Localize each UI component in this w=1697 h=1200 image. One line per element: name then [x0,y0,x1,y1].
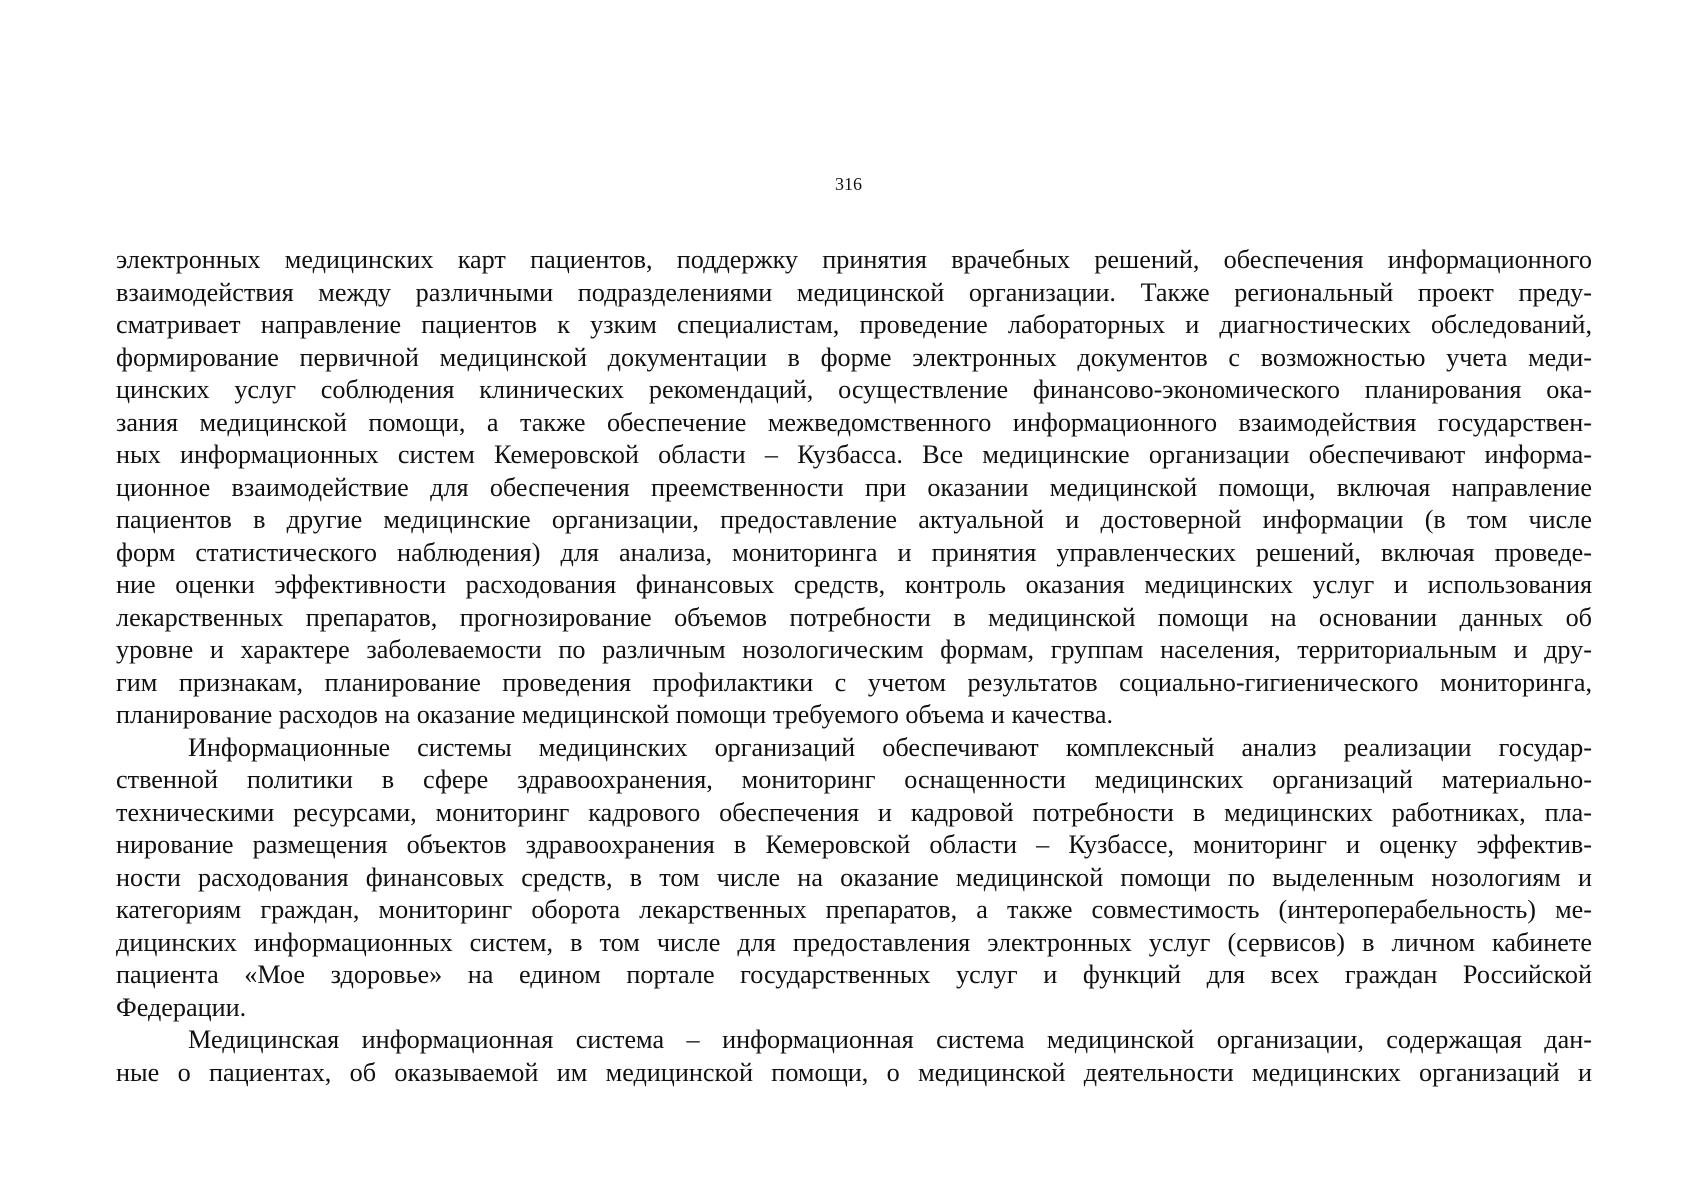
text-line: дицинских информационных систем, в том числе для предоставления электронных услуг (сервисов) в личном кабинете [116,927,1592,957]
document-body [116,244,1592,1089]
text-line: Федерации. [116,992,247,1022]
text-line: формирование первичной медицинской документации в форме электронных документов с возможностью учета меди- [116,342,1592,372]
text-line: ности расходования финансовых средств, в том числе на оказание медицинской помощи по выделенным нозологиям и [116,862,1592,892]
page-number: 316 [835,174,862,194]
text-line: ционное взаимодействие для обеспечения преемственности при оказании медицинской помощи, включая направление [116,472,1592,502]
text-line: Информационные системы медицинских организаций обеспечивают комплексный анализ реализации государ- [188,732,1592,762]
text-line: электронных медицинских карт пациентов, поддержку принятия врачебных решений, обеспечения информационного [116,245,1592,274]
paragraph [116,732,1592,1025]
text-line: пациентов в другие медицинские организации, предоставление актуальной и достоверной информации (в том числе [116,505,1592,534]
text-line: ные о пациентах, об оказываемой им медицинской помощи, о медицинской деятельности медицинских организаций и [116,1057,1592,1087]
text-line: категориям граждан, мониторинг оборота лекарственных препаратов, а также совместимость (интероперабельность) ме- [116,895,1592,924]
text-line: цинских услуг соблюдения клинических рекомендаций, осуществление финансово-экономического планирования ока- [116,375,1592,404]
text-line: зания медицинской помощи, а также обеспечение межведомственного информационного взаимодействия государствен- [116,407,1592,437]
text-line: нирование размещения объектов здравоохранения в Кемеровской области – Кузбассе, мониторинг и оценку эффектив- [116,830,1592,859]
text-line: техническими ресурсами, мониторинг кадрового обеспечения и кадровой потребности в медицинских работниках, пла- [116,797,1592,827]
text-line: лекарственных препаратов, прогнозирование объемов потребности в медицинской помощи на основании данных об [116,602,1592,632]
text-line: форм статистического наблюдения) для анализа, мониторинга и принятия управленческих решений, включая проведе- [116,537,1592,567]
text-line: гим признакам, планирование проведения профилактики с учетом результатов социально-гигиенического мониторинга, [116,667,1592,697]
text-line: сматривает направление пациентов к узким специалистам, проведение лабораторных и диагностических обследований, [116,310,1592,339]
text-line: уровне и характере заболеваемости по различным нозологическим формам, группам населения, территориальным и дру- [116,635,1592,664]
paragraph [116,1024,1592,1089]
text-line: ственной политики в сфере здравоохранения, мониторинг оснащенности медицинских организаций материально- [116,765,1592,794]
text-line: планирование расходов на оказание медицинской помощи требуемого объема и качества. [116,700,1114,729]
text-line: пациента «Мое здоровье» на едином портале государственных услуг и функций для всех граждан Российской [116,960,1592,989]
text-line: Медицинская информационная система – информационная система медицинской организации, содержащая дан- [188,1025,1592,1054]
paragraph [116,244,1592,732]
text-line: ных информационных систем Кемеровской области – Кузбасса. Все медицинские организации обеспечивают информа- [116,440,1592,469]
text-line: взаимодействия между различными подразделениями медицинской организации. Также региональный проект преду- [116,277,1592,307]
text-line: ние оценки эффективности расходования финансовых средств, контроль оказания медицинских услуг и использования [116,570,1592,599]
